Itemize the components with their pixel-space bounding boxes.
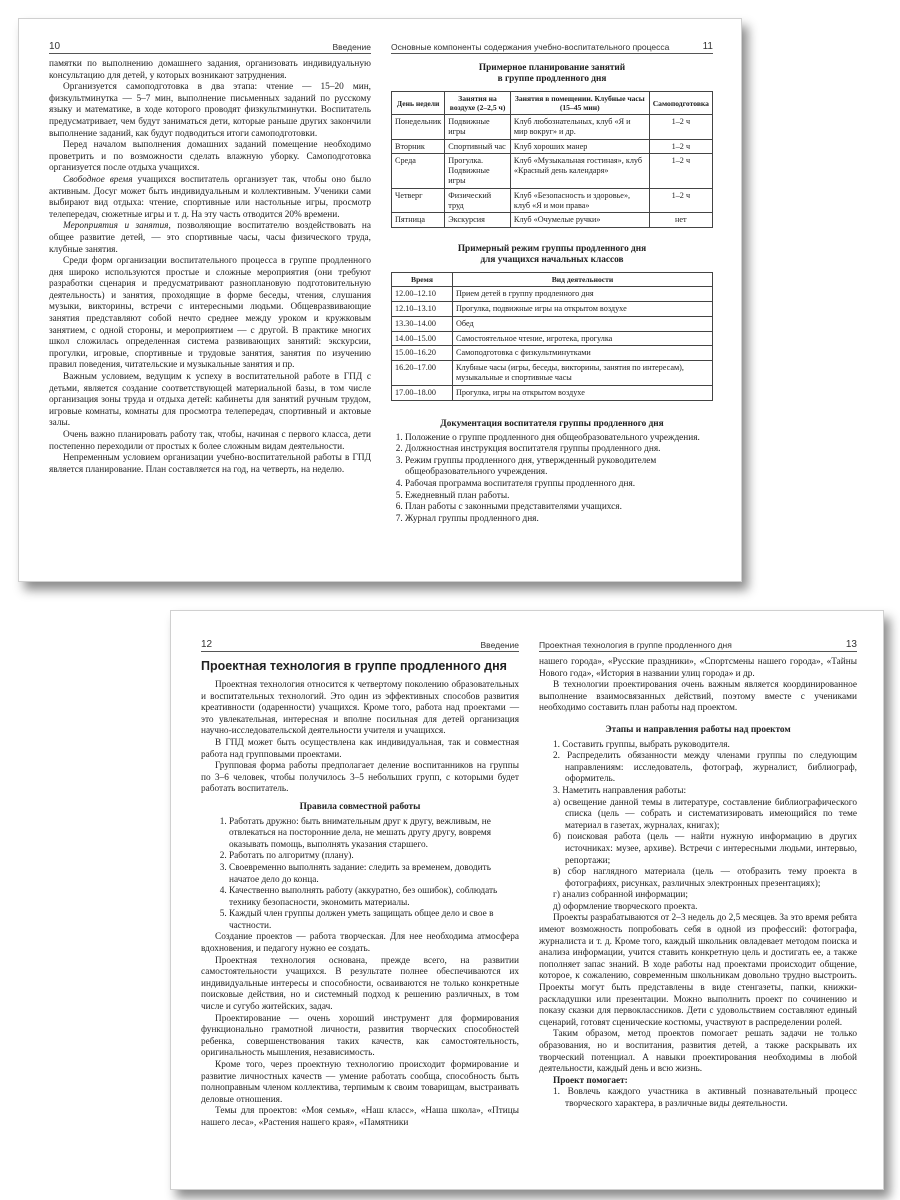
page-header — [391, 41, 713, 54]
table-cell: нет — [649, 213, 712, 228]
table-cell: 15.00–16.20 — [392, 346, 453, 361]
column-header: Вид деятельности — [452, 273, 712, 287]
table-cell: Прогулка. Подвижные игры — [445, 154, 511, 188]
table-row — [392, 346, 713, 361]
table-cell: 1–2 ч — [649, 188, 712, 213]
table-cell: Самоподготовка с физкультминутками — [452, 346, 712, 361]
list-item: 4. Рабочая программа воспитателя группы продленного дня. — [405, 479, 713, 491]
table-row — [392, 301, 713, 316]
table-cell: Спортивный час — [445, 139, 511, 154]
table-cell: Вторник — [392, 139, 445, 154]
page-header — [201, 639, 519, 652]
table-row — [392, 287, 713, 302]
page-10 — [49, 19, 371, 581]
table-cell: Пятница — [392, 213, 445, 228]
column-header: Время — [392, 273, 453, 287]
table-cell: Самостоятельное чтение, игротека, прогулка — [452, 331, 712, 346]
table-row — [392, 361, 713, 386]
daily-regime-table — [391, 272, 713, 400]
paragraph: Проектирование — очень хороший инструмент для формирования функционально грамотной личности, развития творческих способностей ребенка, совершенствования таких качеств, как самостоятельность, оригинальность мышления, независимость. — [201, 1013, 519, 1059]
paragraph: Проектная технология основана, прежде всего, на развитии самостоятельности учащихся. В результате полнее обеспечиваются их индивидуальные интересы и способности, осваиваются не только конкретные поисковые действия, но и системный подход к решению различных, в том числе и сугубо житейских, задач. — [201, 955, 519, 1013]
emphasis-events: Мероприятия и занятия — [63, 221, 169, 232]
page-number: 12 — [201, 639, 213, 650]
page-number: 10 — [49, 41, 61, 52]
list-item: 1. Составить группы, выбрать руководителя. — [553, 739, 730, 750]
table-cell: 1–2 ч — [649, 139, 712, 154]
paragraph: Проекты разрабатываются от 2–3 недель до 2,5 месяцев. За это время ребята имеют возможность попробовать себя в одной из профессий: фотографа, журналиста и т. д. Кроме того, каждый школьник овладевает методом поиска и анализа информации, учится ставить конкретную цель и достигать ее, а также пополняет запас знаний. В ходе работы над проектами происходит общение, которое, к сожалению, современным школьникам довольно трудно выстроить. Проекты могут быть представлены в виде стенгазеты, папки, книжки-раскладушки или презентации. Можно выполнить проект по сочинению и показу сказки для первоклассников. Дети с удовольствием составляют единый сценарий, готовят сценические костюмы, участвуют в распределении ролей. — [539, 913, 857, 1028]
table-row — [392, 139, 713, 154]
table-cell: Прогулка, игры на открытом воздухе — [452, 385, 712, 400]
list-item: 1. Вовлечь каждого участника в активный познавательный процесс творческого характера, в различные виды деятельности. — [553, 1087, 857, 1109]
book-spread-pages-12-13 — [170, 610, 884, 1190]
table-row — [392, 316, 713, 331]
sub-list-item: г) анализ собранной информации; — [553, 890, 688, 901]
table-row — [392, 115, 713, 140]
paragraph: Проектная технология относится к четвертому поколению образовательных и воспитательных технологий. Это один из эффективных способов развития креативности (одаренности) учащихся. Кроме того, работа над проектами — это увлекательная, интересная и вполне посильная для детей организация научно-исследовательской деятельности учителя и учащихся. — [201, 680, 519, 737]
column-header: Занятия в помещении. Клубные часы (15–45 мин) — [510, 92, 649, 115]
table-cell: Клуб «Очумелые ручки» — [510, 213, 649, 228]
schedule-table — [391, 91, 713, 228]
chapter-title: Проектная технология в группе продленного дня — [201, 659, 507, 673]
table-cell: Подвижные игры — [445, 115, 511, 140]
table-cell: Физический труд — [445, 188, 511, 213]
sub-list-item: д) оформление творческого проекта. — [553, 901, 698, 912]
table-title — [391, 63, 713, 85]
page-12 — [201, 611, 519, 1189]
table-row — [392, 385, 713, 400]
table-cell: 13.30–14.00 — [392, 316, 453, 331]
paragraph: памятки по выполнению домашнего задания, организовать индивидуальную консультацию для детей, у которых возникают затруднения. — [49, 59, 371, 81]
table-cell: 1–2 ч — [649, 115, 712, 140]
paragraph: Важным условием, ведущим к успеху в воспитательной работе в ГПД с детьми, является создание соответствующей материальной базы, в том числе организация зоны труда и отдыха детей: кабинеты для занятий ручным трудом, игровые комнаты, комнаты для просмотра телепередач, спортивный и актовые залы. — [49, 372, 371, 429]
table-cell: Среда — [392, 154, 445, 188]
paragraph-text: учащихся воспитатель организует так, чтобы оно было активным. Досуг может быть индивидуальным и коллективным. Ученики сами выбирают вид отдыха: чтение, спортивные или настольные игры, просмотр телепередач, сюжетные игры и т. д. На эту часть отводится 20% времени. — [49, 174, 372, 220]
table-cell: 16.20–17.00 — [392, 361, 453, 386]
list-item: 3. Режим группы продленного дня, утвержденный руководителем общеобразовательного учреждения. — [405, 456, 713, 479]
section-title: Правила совместной работы — [299, 801, 421, 812]
paragraph: Темы для проектов: «Моя семья», «Наш класс», «Наша школа», «Птицы нашего леса», «Растения нашего края», «Памятники — [201, 1106, 519, 1128]
table-cell: Прием детей в группу продленного дня — [452, 287, 712, 302]
documentation-list — [391, 433, 713, 526]
page-number: 13 — [845, 639, 857, 650]
table-title — [391, 244, 713, 266]
running-head: Введение — [332, 42, 371, 52]
paragraph: Групповая форма работы предполагает деление воспитанников на группы по 3–6 человек, чтобы получилось 3–5 небольших групп, с которыми будет работать воспитатель. — [201, 761, 519, 795]
table-cell: Клубные часы (игры, беседы, викторины, занятия по интересам), музыкальные и спортивные часы — [452, 361, 712, 386]
table-cell: Клуб «Музыкальная гостиная», клуб «Красный день календаря» — [510, 154, 649, 188]
paragraph: Перед началом выполнения домашних заданий помещение необходимо проветрить и по возможности сделать влажную уборку. Самоподготовка организуется после отдыха учащихся. — [49, 140, 371, 174]
table-row — [392, 213, 713, 228]
paragraph: Создание проектов — работа творческая. Для нее необходима атмосфера вдохновения, и педагогу нужно ее создать. — [201, 932, 519, 955]
table-cell: Клуб любознательных, клуб «Я и мир вокруг» и др. — [510, 115, 649, 140]
table-cell: 1–2 ч — [649, 154, 712, 188]
table-cell: 12.00–12.10 — [392, 287, 453, 302]
sub-list-item: в) сбор наглядного материала (цель — отобразить тему проекта в фотографиях, рисунках, различных электронных презентациях); — [553, 867, 857, 889]
table-title-line: Примерное планирование занятий — [478, 63, 626, 73]
paragraph: Кроме того, через проектную технологию происходит формирование и развитие личностных качеств — умение работать сообща, способность быть полноправным членом коллектива, терпимым к своим товарищам, выстраивать деловые отношения. — [201, 1060, 519, 1105]
paragraph — [49, 175, 371, 221]
table-title-line: для учащихся начальных классов — [480, 255, 624, 266]
column-header: Занятия на воздухе (2–2,5 ч) — [445, 92, 511, 115]
table-cell: 12.10–13.10 — [392, 301, 453, 316]
table-cell: 14.00–15.00 — [392, 331, 453, 346]
table-title-line: в группе продленного дня — [497, 74, 607, 84]
list-item: 2. Распределить обязанности между членами группы по следующим направлениям: исследователь, фотограф, журналист, библиограф, оформитель. — [553, 751, 857, 785]
running-head: Введение — [480, 640, 519, 650]
paragraph: В ГПД может быть осуществлена как индивидуальная, так и совместная работа над групповыми проектами. — [201, 737, 519, 760]
paragraph — [49, 221, 371, 256]
list-item: 5. Ежедневный план работы. — [405, 491, 713, 503]
helps-heading: Проект помогает: — [553, 1075, 628, 1086]
list-item: 2. Работать по алгоритму (плану). — [229, 851, 519, 863]
table-cell: Экскурсия — [445, 213, 511, 228]
list-item: 5. Каждый член группы должен уметь защищать общее дело и свое в частности. — [229, 909, 519, 932]
list-item: 1. Положение о группе продленного дня общеобразовательного учреждения. — [405, 433, 713, 445]
page-body — [391, 59, 713, 525]
table-row — [392, 154, 713, 188]
page-header — [539, 639, 857, 652]
sub-list-item: а) освещение данной темы в литературе, составление библиографического списка (цель — собрать и систематизировать имеющийся по теме материал в газетах, журналах, книгах); — [553, 797, 857, 831]
list-item: 7. Журнал группы продленного дня. — [405, 514, 713, 526]
table-row — [392, 331, 713, 346]
paragraph: Таким образом, метод проектов помогает решать задачи не только образования, но и воспитания, развития детей, а также раскрывать их творческий потенциал. А навыки проектирования необходимы в любой деятельности, каждый день и всю жизнь. — [539, 1029, 857, 1075]
paragraph: Непременным условием организации учебно-воспитательной работы в ГПД является планирование. План составляется на год, на четверть, на неделю. — [49, 453, 371, 475]
table-cell: Понедельник — [392, 115, 445, 140]
emphasis-free-time: Свободное время — [63, 174, 133, 185]
page-number: 11 — [702, 41, 713, 52]
paragraph: Среди форм организации воспитательного процесса в группе продленного дня широко используются простые и сложные мероприятия (они требуют разработки сценария и предусматривают разноплановую подготовительную деятельность) и занятия, проходящие в форме беседы, чтения, слушания музыки, викторины, встречи с интересными людьми. Общевразвивающие занятия представляют собой нечто среднее между уроком и кружковым занятием, с одной стороны, и мероприятием — с другой. В практике многих школ сложилась определенная система развивающих занятий: экскурсии, прогулки, игровые, спортивные и трудовые занятия, занятия по изучению правил поведения, читательские и музыкальные занятия и пр. — [49, 256, 371, 371]
page-11 — [391, 19, 713, 581]
list-item: 1. Работать дружно: быть внимательным друг к другу, вежливым, не отвлекаться на посторонние дела, не мешать другу другу, вовремя оказывать помощь, выполнять указания старшего. — [229, 817, 519, 852]
paragraph: нашего города», «Русские праздники», «Спортсмены нашего города», «Тайны Нового года», «История в названии улиц города» и др. — [539, 657, 857, 679]
section-title: Документация воспитателя группы продленного дня — [440, 418, 664, 429]
paragraph: Организуется самоподготовка в два этапа: чтение — 15–20 мин, физкультминутка — 5–7 мин, выполнение письменных заданий по русскому языку и математике, в ходе которого проводят физкультминутки. Воспитатель предусматривает, чем будут заниматься дети, которые раньше других закончили выполнение заданий, как будут подводиться итоги самоподготовки. — [49, 82, 371, 139]
table-cell: 17.00–18.00 — [392, 385, 453, 400]
running-head: Проектная технология в группе продленного дня — [539, 640, 732, 650]
paragraph-text: , позволяющие воспитателю воздействовать на общее развитие детей, — это спортивные часы, часы физического труда, клубные занятия. — [49, 221, 371, 255]
list-item: 4. Качественно выполнять работу (аккуратно, без ошибок), соблюдать технику безопасности, экономить материалы. — [229, 886, 519, 909]
column-header: Самоподготовка — [649, 92, 712, 115]
table-row — [392, 188, 713, 213]
running-head: Основные компоненты содержания учебно-воспитательного процесса — [391, 42, 670, 52]
sub-list-item: б) поисковая работа (цель — найти нужную информацию в других источниках: музее, архиве). Встречи с интересными людьми, интервью, репортажи; — [553, 832, 857, 866]
page-body — [49, 59, 371, 476]
page-body — [539, 657, 857, 1111]
table-cell: Четверг — [392, 188, 445, 213]
table-cell: Прогулка, подвижные игры на открытом воздухе — [452, 301, 712, 316]
paragraph: Очень важно планировать работу так, чтобы, начиная с первого класса, дети постепенно переходили от простых к более сложным видам деятельности. — [49, 430, 371, 452]
table-title-line: Примерный режим группы продленного дня — [457, 244, 647, 255]
book-spread-pages-10-11 — [18, 18, 742, 582]
list-item: 3. Своевременно выполнять задание: следить за временем, доводить начатое дело до конца. — [229, 863, 519, 886]
page-header — [49, 41, 371, 54]
page-body — [201, 657, 519, 1130]
table-cell: Клуб «Безопасность и здоровье», клуб «Я и мои права» — [510, 188, 649, 213]
table-cell: Клуб хороших манер — [510, 139, 649, 154]
page-13 — [539, 611, 857, 1189]
rules-list — [201, 817, 519, 933]
column-header: День недели — [392, 92, 445, 115]
list-item: 3. Наметить направления работы: — [553, 785, 687, 796]
section-title: Этапы и направления работы над проектом — [605, 724, 791, 735]
list-item: 2. Должностная инструкция воспитателя группы продленного дня. — [405, 444, 713, 456]
paragraph: В технологии проектирования очень важным является координированное выполнение взаимосвязанных действий, поэтому вместе с учениками необходимо составить план работы над проектом. — [539, 680, 857, 714]
list-item: 6. План работы с законными представителями учащихся. — [405, 502, 713, 514]
table-cell: Обед — [452, 316, 712, 331]
